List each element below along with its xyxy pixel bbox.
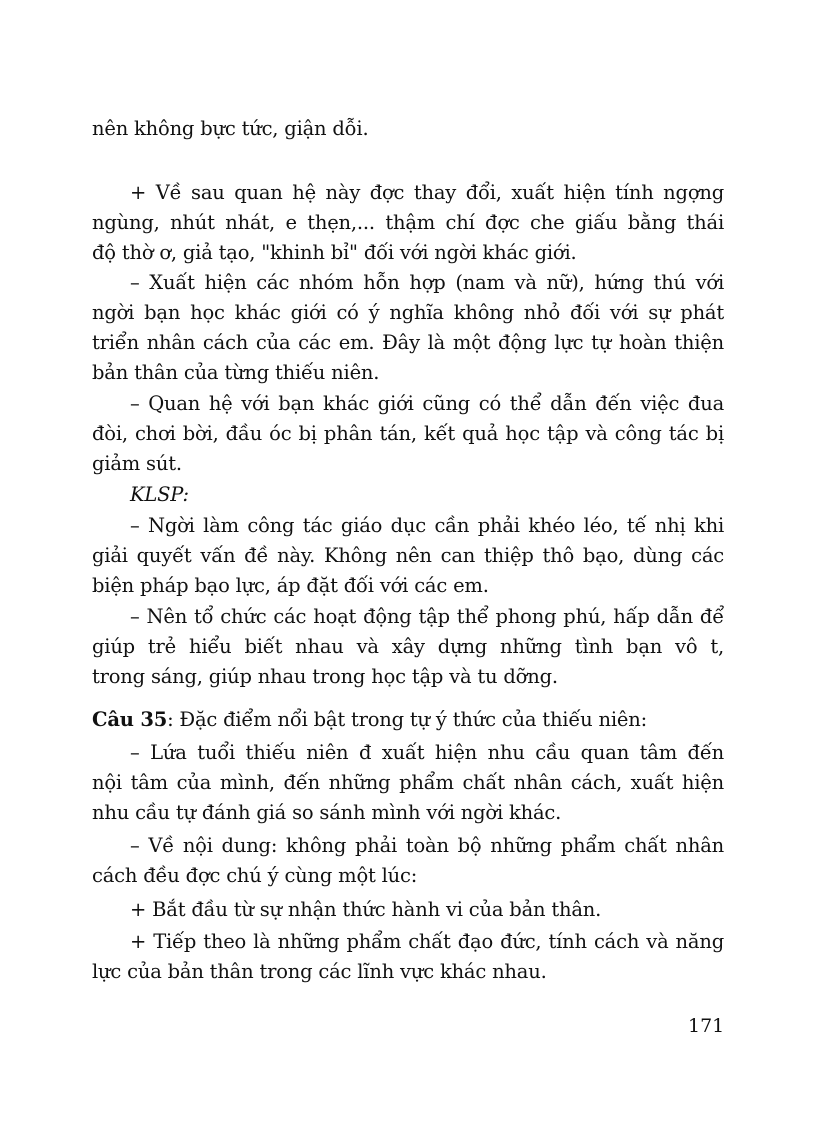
question-heading [92, 707, 647, 733]
text-line: nên không bực tức, giận dỗi. [92, 117, 369, 140]
text-line: + Về sau quan hệ này đợc thay đổi, xuất hiện tính ngợng [130, 181, 724, 204]
text-line: lực của bản thân trong các lĩnh vực khác nhau. [92, 960, 547, 983]
text-line: trong sáng, giúp nhau trong học tập và tu dỡng. [92, 665, 558, 688]
text-line: giảm sút. [92, 452, 182, 475]
text-line: biện pháp bạo lực, áp đặt đối với các em. [92, 574, 489, 597]
text-line: đòi, chơi bời, đầu óc bị phân tán, kết quả học tập và công tác bị [92, 422, 724, 445]
text-line: triển nhân cách của các em. Đây là một động lực tự hoàn thiện [92, 331, 724, 354]
text-line: độ thờ ơ, giả tạo, "khinh bỉ" đối với ngời khác giới. [92, 241, 577, 264]
section-label: KLSP: [130, 483, 189, 506]
text-line: + Bắt đầu từ sự nhận thức hành vi của bản thân. [130, 898, 602, 921]
text-line: + Tiếp theo là những phẩm chất đạo đức, tính cách và năng [130, 930, 724, 953]
text-line: giải quyết vấn đề này. Không nên can thiệp thô bạo, dùng các [92, 544, 724, 567]
text-line: cách đều đợc chú ý cùng một lúc: [92, 864, 418, 887]
text-line: nhu cầu tự đánh giá so sánh mình với ngời khác. [92, 801, 562, 824]
text-line: – Xuất hiện các nhóm hỗn hợp (nam và nữ), hứng thú với [130, 271, 724, 294]
text-line: ngùng, nhút nhát, e thẹn,... thậm chí đợc che giấu bằng thái [92, 211, 724, 234]
page-number: 171 [688, 1015, 725, 1037]
text-line: ngời bạn học khác giới có ý nghĩa không nhỏ đối với sự phát [92, 301, 724, 324]
text-line: bản thân của từng thiếu niên. [92, 361, 380, 384]
text-line: – Ngời làm công tác giáo dục cần phải khéo léo, tế nhị khi [130, 514, 724, 537]
text-line: – Về nội dung: không phải toàn bộ những phẩm chất nhân [130, 834, 724, 857]
text-line: – Quan hệ với bạn khác giới cũng có thể dẫn đến việc đua [130, 392, 724, 415]
text-line: giúp trẻ hiểu biết nhau và xây dựng những tình bạn vô t, [92, 635, 724, 658]
text-line: – Lứa tuổi thiếu niên đ xuất hiện nhu cầu quan tâm đến [130, 741, 724, 764]
text-line: nội tâm của mình, đến những phẩm chất nhân cách, xuất hiện [92, 771, 724, 794]
question-title: : Đặc điểm nổi bật trong tự ý thức của thiếu niên: [167, 708, 647, 731]
question-label: Câu 35 [92, 708, 168, 731]
text-line: – Nên tổ chức các hoạt động tập thể phong phú, hấp dẫn để [130, 605, 724, 628]
